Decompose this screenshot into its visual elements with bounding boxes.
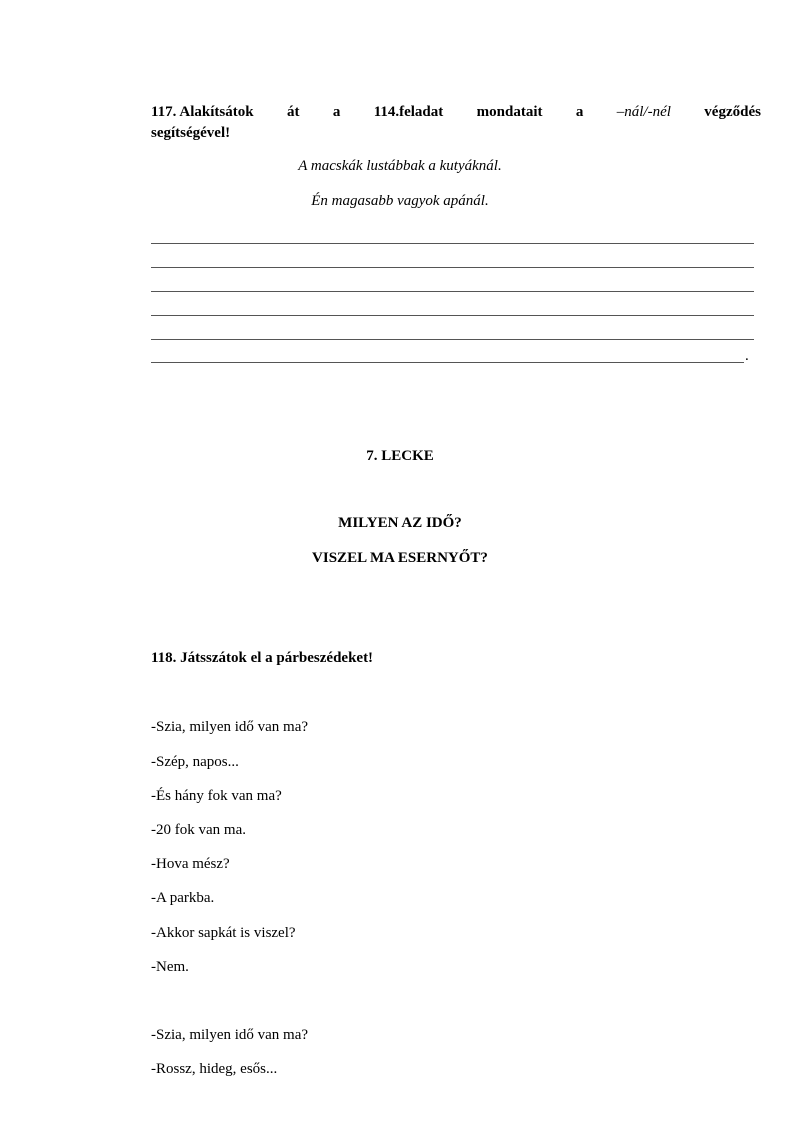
task-117-word: át	[286, 104, 300, 120]
dialog-line: -A parkba.	[151, 890, 215, 906]
dialog-line: -Hova mész?	[151, 856, 230, 872]
dialog-line: -Szia, milyen idő van ma?	[151, 719, 309, 735]
lesson-number: 7. LECKE	[366, 448, 434, 464]
dialog-line: -És hány fok van ma?	[151, 788, 282, 804]
task-117-heading-line2: segítségével!	[151, 125, 231, 141]
task-117-word: 114.feladat	[373, 104, 444, 120]
answer-line[interactable]	[151, 315, 754, 316]
task-117-number-and-first-word: 117. Alakítsátok	[151, 104, 254, 120]
task-117-heading	[151, 102, 761, 144]
example-sentence: A macskák lustábbak a kutyáknál.	[298, 158, 502, 174]
dialog-line: -20 fok van ma.	[151, 822, 246, 838]
answer-line[interactable]	[151, 339, 754, 340]
answer-line[interactable]	[151, 243, 754, 244]
answer-line[interactable]	[151, 362, 744, 363]
task-117-word: a	[575, 104, 584, 120]
final-period: .	[745, 348, 749, 364]
answer-line[interactable]	[151, 291, 754, 292]
task-117-word: mondatait	[476, 104, 543, 120]
dialog-line: -Szia, milyen idő van ma?	[151, 1027, 309, 1043]
dialog-line: -Szép, napos...	[151, 754, 239, 770]
task-117-word: a	[332, 104, 341, 120]
task-117-word: végződés	[704, 104, 761, 120]
task-117-suffix: –nál/-nél	[616, 104, 671, 120]
dialog-line: -Rossz, hideg, esős...	[151, 1061, 278, 1077]
answer-line[interactable]	[151, 267, 754, 268]
example-sentence: Én magasabb vagyok apánál.	[311, 193, 489, 209]
dialog-line: -Akkor sapkát is viszel?	[151, 925, 296, 941]
lesson-title-line2: VISZEL MA ESERNYŐT?	[312, 550, 488, 566]
task-118-heading: 118. Játsszátok el a párbeszédeket!	[151, 650, 374, 666]
dialog-line: -Nem.	[151, 959, 189, 975]
lesson-title-line1: MILYEN AZ IDŐ?	[338, 515, 462, 531]
